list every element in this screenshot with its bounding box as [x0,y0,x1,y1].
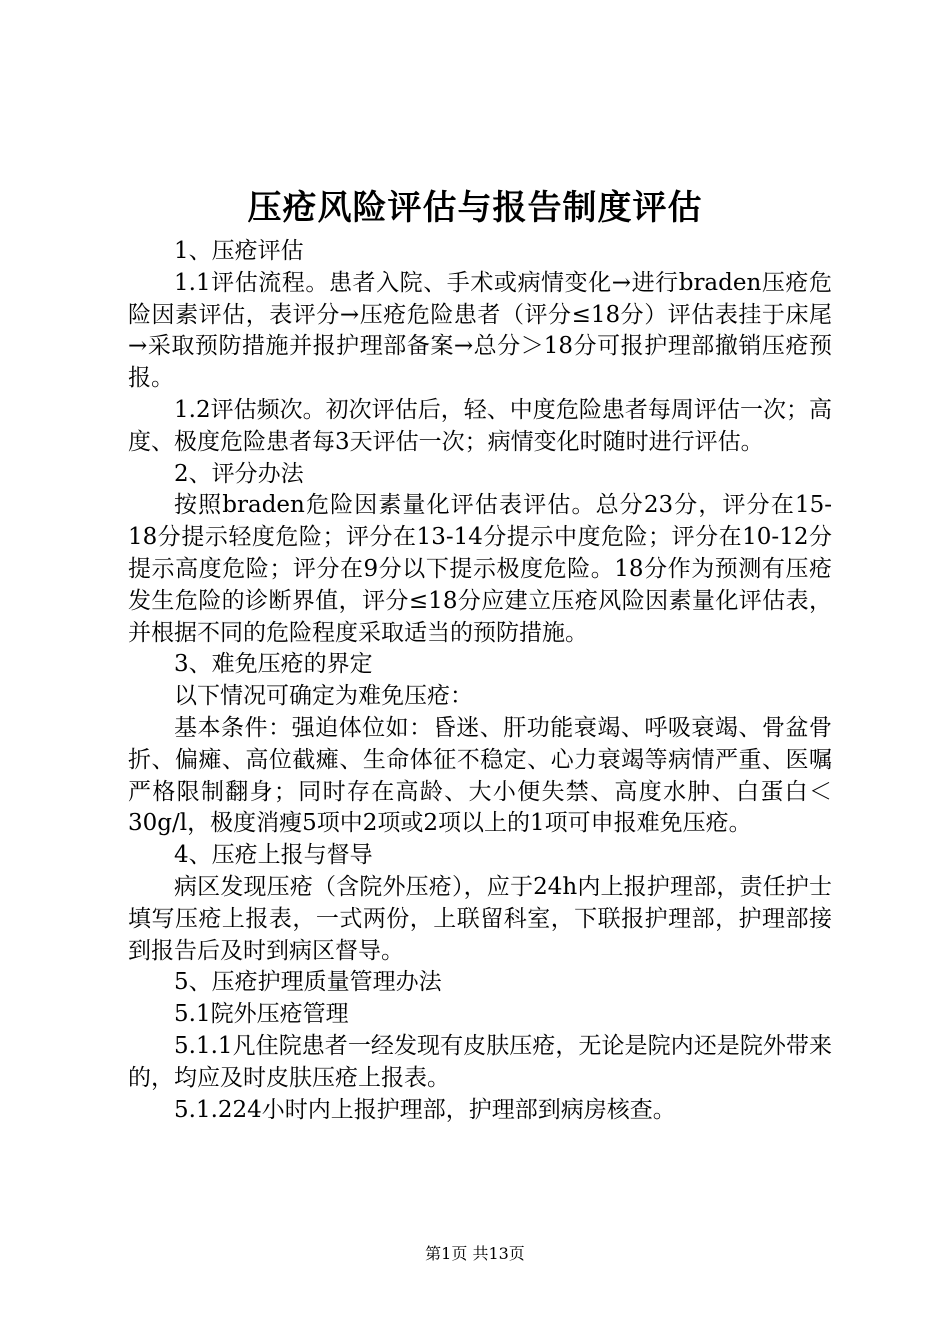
section-heading: 3、难免压疮的界定 [174,651,373,678]
subsection-heading: 5.1院外压疮管理 [174,1001,349,1028]
paragraph: 基本条件：强迫体位如：昏迷、肝功能衰竭、呼吸衰竭、骨盆骨折、偏瘫、高位截瘫、生命体征不稳定、心力衰竭等病情严重、医嘱严格限制翻身；同时存在高龄、大小便失禁、高度水肿、白蛋白＜30g/l，极度消瘦5项中2项或2项以上的1项可申报难免压疮。 [128,714,832,837]
document-title: 压疮风险评估与报告制度评估 [247,188,703,228]
paragraph: 5.1.1凡住院患者一经发现有皮肤压疮，无论是院内还是院外带来的，均应及时皮肤压疮上报表。 [128,1032,832,1091]
section-heading: 5、压疮护理质量管理办法 [174,969,442,996]
section-heading: 4、压疮上报与督导 [174,842,373,869]
paragraph: 按照braden危险因素量化评估表评估。总分23分，评分在15-18分提示轻度危险；评分在13-14分提示中度危险；评分在10-12分提示高度危险；评分在9分以下提示极度危险。18分作为预测有压疮发生危险的诊断界值，评分≤18分应建立压疮风险因素量化评估表，并根据不同的危险程度采取适当的预防措施。 [128,492,832,646]
page-number-footer: 第1页 共13页 [425,1244,525,1263]
paragraph: 病区发现压疮（含院外压疮），应于24h内上报护理部，责任护士填写压疮上报表，一式两份，上联留科室，下联报护理部，护理部接到报告后及时到病区督导。 [128,873,832,964]
section-heading: 2、评分办法 [174,460,304,487]
document-body [128,236,832,1126]
paragraph: 1.1评估流程。患者入院、手术或病情变化→进行braden压疮危险因素评估，表评分→压疮危险患者（评分≤18分）评估表挂于床尾→采取预防措施并报护理部备案→总分＞18分可报护理部撤销压疮预报。 [128,269,832,392]
paragraph: 5.1.224小时内上报护理部，护理部到病房核查。 [174,1096,676,1123]
paragraph: 以下情况可确定为难免压疮： [174,683,473,710]
section-heading: 1、压疮评估 [174,238,304,264]
paragraph: 1.2评估频次。初次评估后，轻、中度危险患者每周评估一次；高度、极度危险患者每3天评估一次；病情变化时随时进行评估。 [128,396,832,455]
